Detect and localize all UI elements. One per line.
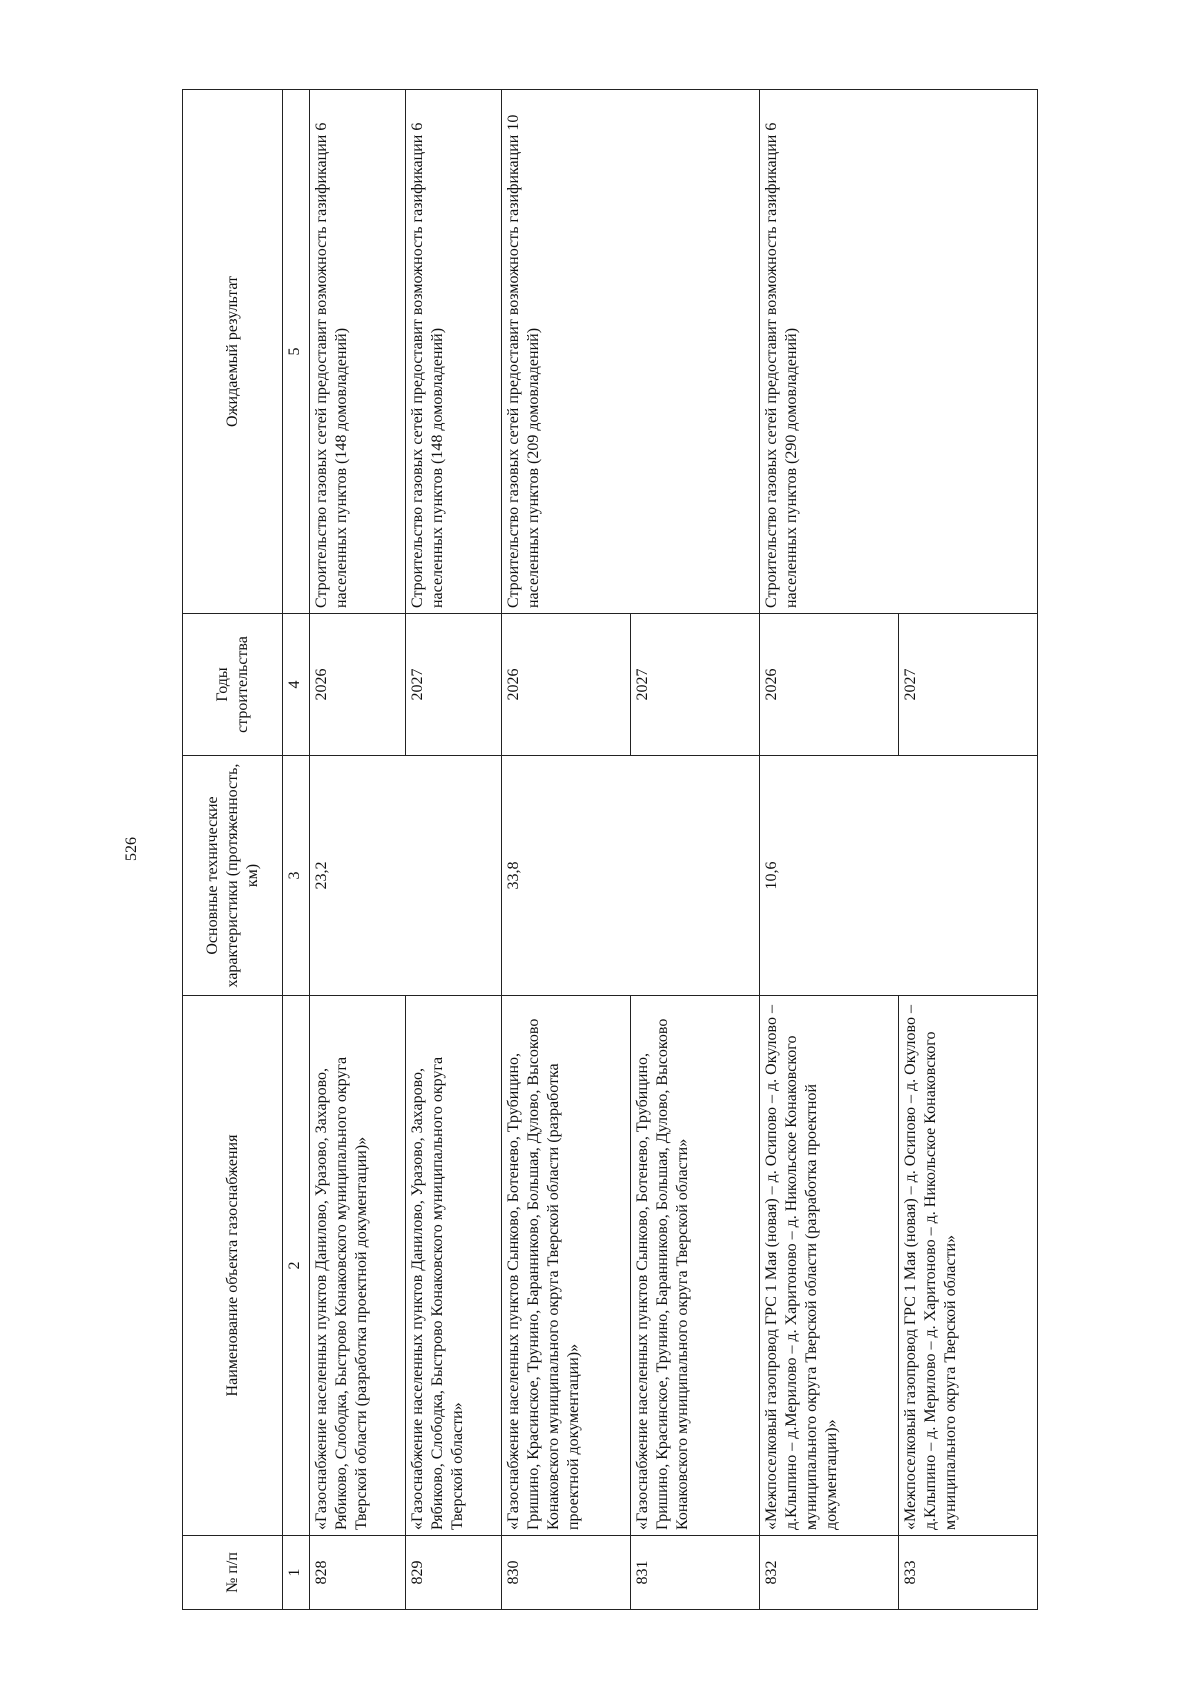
row-number: 828	[310, 1536, 406, 1610]
header-name: Наименование объекта газоснабжения	[183, 996, 283, 1536]
row-number: 832	[759, 1536, 898, 1610]
expected-result: Строительство газовых сетей предоставит возможность газификации 6 населенных пунктов (148 домовладений)	[405, 90, 501, 614]
construction-year: 2027	[405, 614, 501, 756]
construction-year: 2026	[310, 614, 406, 756]
construction-year: 2027	[630, 614, 759, 756]
object-name: «Газоснабжение населенных пунктов Данилово, Уразово, Захарово, Рябиково, Слободка, Быстрово Конаковского муниципального округа Тверской области (разработка проектной документации)»	[310, 996, 406, 1536]
length-value: 23,2	[310, 756, 502, 996]
expected-result: Строительство газовых сетей предоставит возможность газификации 6 населенных пунктов (148 домовладений)	[310, 90, 406, 614]
construction-year: 2026	[759, 614, 898, 756]
object-name: «Межпоселковый газопровод ГРС 1 Мая (новая) – д. Осипово – д. Окулово – д.Клыпино – д.Мерилово – д. Харитоново – д. Никольское Конаковского муниципального округа Тверской области (разработка проектной документации)»	[759, 996, 898, 1536]
table-header-row	[183, 90, 283, 1610]
header-years: Годы строительства	[183, 614, 283, 756]
row-number: 830	[501, 1536, 630, 1610]
rotated-table-wrapper	[182, 90, 1038, 1610]
column-number: 1	[283, 1536, 310, 1610]
column-number: 5	[283, 90, 310, 614]
row-number: 833	[898, 1536, 1037, 1610]
construction-year: 2026	[501, 614, 630, 756]
expected-result: Строительство газовых сетей предоставит возможность газификации 10 населенных пунктов (209 домовладений)	[501, 90, 759, 614]
length-value: 33,8	[501, 756, 759, 996]
page-number: 526	[123, 837, 140, 861]
gas-supply-objects-table	[182, 89, 1038, 1610]
construction-year: 2027	[898, 614, 1037, 756]
object-name: «Газоснабжение населенных пунктов Сынково, Ботенево, Трубицино, Гришино, Красинское, Трунино, Баранниково, Большая, Дулово, Высоково Конаковского муниципального округа Тверской области (разработка проектной документации)»	[501, 996, 630, 1536]
table-row	[501, 90, 630, 1610]
object-name: «Газоснабжение населенных пунктов Сынково, Ботенево, Трубицино, Гришино, Красинское, Трунино, Баранниково, Большая, Дулово, Высоково Конаковского муниципального округа Тверской области»	[630, 996, 759, 1536]
column-number: 2	[283, 996, 310, 1536]
expected-result: Строительство газовых сетей предоставит возможность газификации 6 населенных пунктов (290 домовладений)	[759, 90, 1037, 614]
column-numbers-row	[283, 90, 310, 1610]
object-name: «Межпоселковый газопровод ГРС 1 Мая (новая) – д. Осипово – д. Окулово – д.Клыпино – д. Мерилово – д. Харитоново – д. Никольское Конаковского муниципального округа Тверской области»	[898, 996, 1037, 1536]
column-number: 3	[283, 756, 310, 996]
table-row	[310, 90, 406, 1610]
row-number: 829	[405, 1536, 501, 1610]
header-result: Ожидаемый результат	[183, 90, 283, 614]
header-num: № п/п	[183, 1536, 283, 1610]
table-row	[759, 90, 898, 1610]
length-value: 10,6	[759, 756, 1037, 996]
object-name: «Газоснабжение населенных пунктов Данилово, Уразово, Захарово, Рябиково, Слободка, Быстрово Конаковского муниципального округа Тверской области»	[405, 996, 501, 1536]
row-number: 831	[630, 1536, 759, 1610]
header-specs: Основные технические характеристики (протяженность, км)	[183, 756, 283, 996]
column-number: 4	[283, 614, 310, 756]
